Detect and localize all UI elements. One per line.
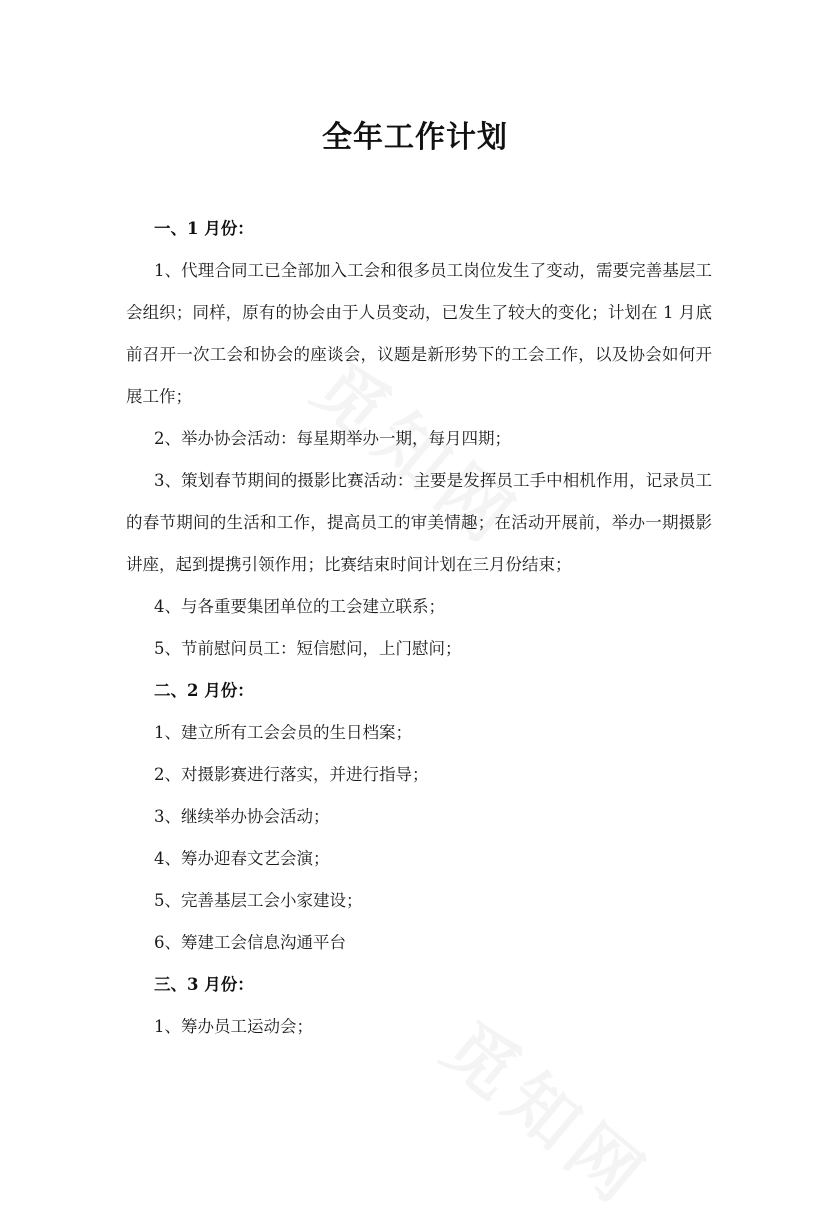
list-item: 1、筹办员工运动会； [154, 1017, 313, 1036]
list-item: 2、对摄影赛进行落实，并进行指导； [154, 765, 429, 784]
list-item: 1、代理合同工已全部加入工会和很多员工岗位发生了变动，需要完善基层工会组织；同样，原有的协会由于人员变动，已发生了较大的变化；计划在 1 月底前召开一次工会和协会的座谈会，议题是新形势下的工会工作，以及协会如何开展工作； [126, 261, 712, 406]
list-item: 2、举办协会活动：每星期举办一期，每月四期； [154, 429, 511, 448]
list-item: 3、继续举办协会活动； [154, 807, 330, 826]
list-item: 4、与各重要集团单位的工会建立联系； [154, 597, 445, 616]
page-title: 全年工作计划 [322, 120, 508, 155]
list-item: 4、筹办迎春文艺会演； [154, 849, 330, 868]
section-heading: 三、3 月份： [154, 975, 254, 994]
section-heading: 一、1 月份： [154, 219, 254, 238]
document-body [126, 218, 712, 1058]
list-item: 5、完善基层工会小家建设； [154, 891, 363, 910]
list-item: 6、筹建工会信息沟通平台 [154, 933, 346, 952]
section-heading: 二、2 月份： [154, 681, 254, 700]
list-item: 3、策划春节期间的摄影比赛活动：主要是发挥员工手中相机作用，记录员工的春节期间的生活和工作，提高员工的审美情趣；在活动开展前，举办一期摄影讲座，起到提携引领作用；比赛结束时间计划在三月份结束； [126, 471, 712, 574]
list-item: 5、节前慰问员工：短信慰问，上门慰问； [154, 639, 462, 658]
list-item: 1、建立所有工会会员的生日档案； [154, 723, 412, 742]
